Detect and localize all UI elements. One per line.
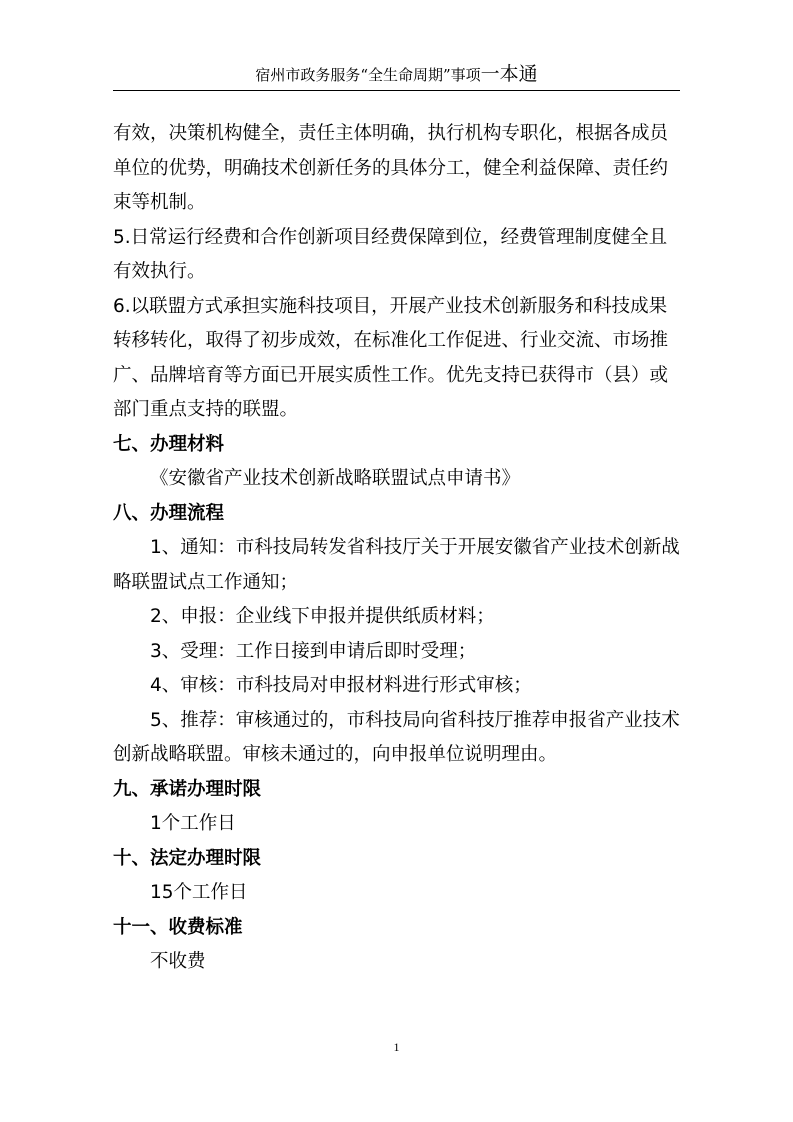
process-step-5: 5、推荐：审核通过的，市科技局向省科技厅推荐申报省产业技术 — [150, 709, 680, 731]
section-heading-promised-time: 九、承诺办理时限 — [113, 778, 262, 800]
document-body — [113, 117, 686, 980]
body-line: 6.以联盟方式承担实施科技项目，开展产业技术创新服务和科技成果 — [113, 295, 668, 317]
body-line: 束等机制。 — [113, 192, 206, 213]
section-heading-fees: 十一、收费标准 — [113, 916, 243, 938]
body-line: 有效执行。 — [113, 261, 206, 282]
process-step-3: 3、受理：工作日接到申请后即时受理； — [150, 640, 477, 662]
process-step-2: 2、申报：企业线下申报并提供纸质材料； — [150, 606, 495, 627]
body-line: 单位的优势，明确技术创新任务的具体分工，健全利益保障、责任约 — [113, 157, 669, 179]
section-heading-legal-time: 十、法定办理时限 — [113, 847, 262, 869]
body-line: 有效，决策机构健全，责任主体明确，执行机构专职化，根据各成员 — [113, 123, 669, 144]
header-title-suffix: 一本通 — [480, 63, 538, 85]
section-heading-process: 八、办理流程 — [113, 502, 225, 524]
fees-value: 不收费 — [150, 951, 206, 972]
page-header — [113, 64, 680, 85]
header-title: 宿州市政务服务“全生命周期”事项 — [255, 66, 481, 84]
body-line: 广、品牌培育等方面已开展实质性工作。优先支持已获得市（县）或 — [113, 364, 669, 386]
process-step-4: 4、审核：市科技局对申报材料进行形式审核； — [150, 675, 532, 696]
page-number: 1 — [393, 1040, 400, 1054]
body-line: 5.日常运行经费和合作创新项目经费保障到位，经费管理制度健全且 — [113, 226, 668, 248]
body-line: 转移转化，取得了初步成效，在标准化工作促进、行业交流、市场推 — [113, 330, 669, 351]
legal-time-value: 15个工作日 — [150, 882, 248, 903]
promised-time-value: 1个工作日 — [150, 813, 236, 834]
section-heading-materials: 七、办理材料 — [113, 433, 225, 455]
body-line: 部门重点支持的联盟。 — [113, 399, 299, 420]
process-step-1: 1、通知：市科技局转发省科技厅关于开展安徽省产业技术创新战 — [150, 537, 680, 558]
process-step-1-cont: 略联盟试点工作通知； — [113, 571, 299, 593]
header-rule — [113, 90, 680, 91]
materials-item: 《安徽省产业技术创新战略联盟试点申请书》 — [150, 468, 521, 489]
process-step-5-cont: 创新战略联盟。审核未通过的，向申报单位说明理由。 — [113, 744, 558, 765]
